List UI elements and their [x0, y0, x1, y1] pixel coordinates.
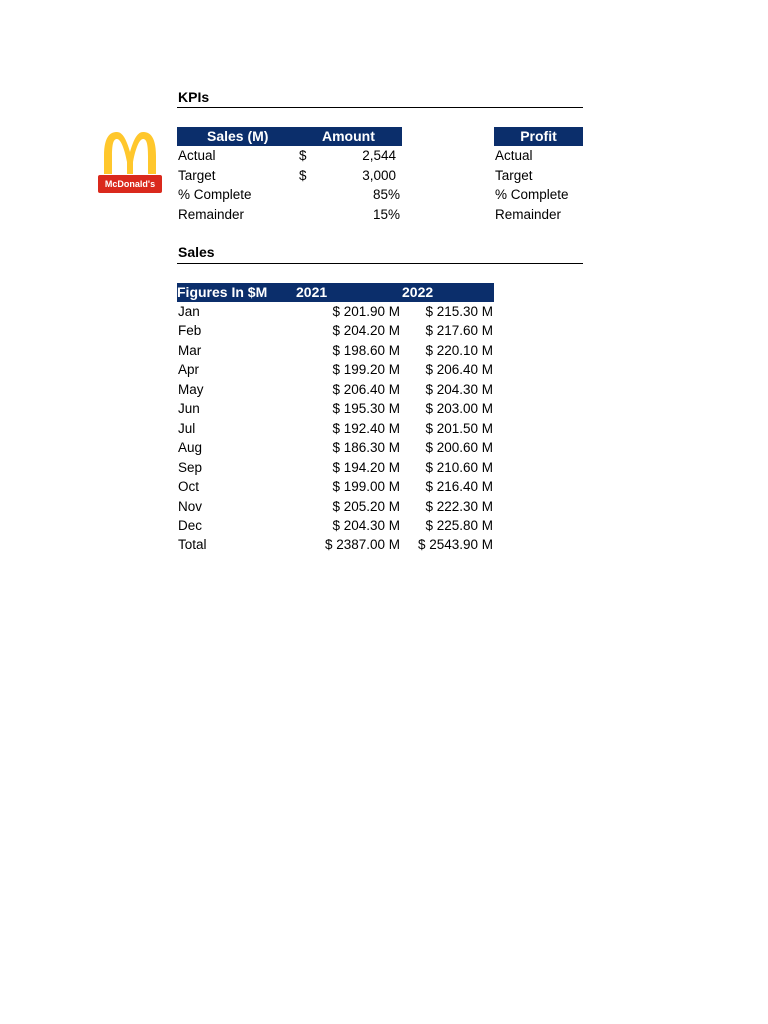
sales-month-cell: Apr — [178, 362, 200, 378]
table-row — [177, 516, 494, 536]
sales-2022-cell: $ 225.80 M — [425, 517, 493, 533]
table-row — [177, 497, 494, 517]
kpi-row-value: 15% — [372, 206, 400, 222]
sales-2021-cell: $ 198.60 M — [332, 342, 400, 358]
sales-2022-cell: $ 215.30 M — [425, 304, 493, 319]
kpi-row-value: 2,544 — [362, 148, 396, 163]
sales-2022-cell: $ 203.00 M — [425, 401, 493, 417]
sales-title: Sales — [178, 244, 215, 260]
kpis-title: KPIs — [178, 89, 210, 105]
table-row — [177, 321, 494, 341]
sales-divider — [177, 263, 583, 264]
sales-total-row — [177, 535, 494, 555]
table-row — [177, 438, 494, 458]
sales-2022-cell: $ 222.30 M — [425, 498, 493, 514]
sales-header-2021: 2021 — [296, 284, 328, 300]
sales-2021-cell: $ 2387.00 M — [324, 537, 400, 553]
profit-row-label: % Complete — [495, 187, 569, 202]
kpi-row-value: 3,000 — [362, 167, 396, 183]
sales-2021-cell: $ 204.30 M — [332, 517, 400, 533]
sales-2021-cell: $ 186.30 M — [332, 440, 400, 456]
table-row — [177, 399, 494, 419]
sales-2021-cell: $ 201.90 M — [332, 304, 400, 319]
kpi-row-remainder — [177, 205, 402, 225]
sales-month-cell: Total — [178, 537, 207, 553]
kpi-row-value: 85% — [372, 187, 400, 202]
kpi-row-actual — [177, 146, 402, 166]
mcdonalds-logo — [98, 130, 162, 196]
sales-2022-cell: $ 210.60 M — [425, 459, 493, 475]
kpi-row-target — [177, 166, 402, 186]
sales-2022-cell: $ 206.40 M — [425, 362, 493, 378]
kpi-sales-header — [177, 127, 402, 146]
kpi-row-complete — [177, 185, 402, 205]
sales-2022-cell: $ 217.60 M — [425, 323, 493, 339]
sales-month-cell: Jan — [178, 304, 200, 319]
kpis-divider — [177, 107, 583, 108]
kpi-row-label: Target — [178, 167, 216, 183]
sales-month-cell: Aug — [178, 440, 203, 456]
kpi-row-currency: $ — [299, 148, 307, 163]
sales-month-cell: Sep — [178, 459, 203, 475]
sales-2021-cell: $ 199.20 M — [332, 362, 400, 378]
sales-month-cell: Nov — [178, 498, 203, 514]
sales-2021-cell: $ 194.20 M — [332, 459, 400, 475]
profit-row-label: Actual — [495, 148, 533, 163]
kpi-amount-header-label: Amount — [322, 128, 375, 144]
kpi-profit-header-label: Profit — [520, 128, 557, 144]
table-row — [177, 477, 494, 497]
sales-2022-cell: $ 2543.90 M — [417, 537, 493, 553]
sales-2021-cell: $ 195.30 M — [332, 401, 400, 417]
sales-2021-cell: $ 192.40 M — [332, 420, 400, 436]
table-row — [177, 380, 494, 400]
sales-2022-cell: $ 200.60 M — [425, 440, 493, 456]
kpi-row-label: Remainder — [178, 206, 245, 222]
kpi-row-label: Actual — [178, 148, 216, 163]
logo-text: McDonald's — [104, 179, 156, 189]
table-row — [177, 419, 494, 439]
sales-table-body — [177, 302, 494, 562]
table-row — [177, 341, 494, 361]
sales-month-cell: May — [178, 381, 204, 397]
profit-row-label: Remainder — [495, 206, 562, 222]
sales-month-cell: Oct — [178, 479, 200, 495]
kpi-sales-header-label: Sales (M) — [207, 128, 269, 144]
profit-row-label: Target — [495, 167, 533, 183]
table-row — [177, 360, 494, 380]
sales-2022-cell: $ 216.40 M — [425, 479, 493, 495]
sales-header-figures: Figures In $M — [177, 284, 268, 300]
sales-2021-cell: $ 199.00 M — [332, 479, 400, 495]
kpi-row-label: % Complete — [178, 187, 252, 202]
sales-header — [177, 283, 494, 302]
sales-2021-cell: $ 206.40 M — [332, 381, 400, 397]
sales-2022-cell: $ 220.10 M — [425, 342, 493, 358]
sales-2021-cell: $ 205.20 M — [332, 498, 400, 514]
kpi-row-currency: $ — [299, 167, 307, 183]
sales-month-cell: Mar — [178, 342, 202, 358]
sales-2022-cell: $ 201.50 M — [425, 420, 493, 436]
table-row — [177, 302, 494, 322]
sales-2021-cell: $ 204.20 M — [332, 323, 400, 339]
sales-month-cell: Jul — [178, 420, 196, 436]
sales-2022-cell: $ 204.30 M — [425, 381, 493, 397]
sales-month-cell: Feb — [178, 323, 202, 339]
table-row — [177, 458, 494, 478]
kpi-profit-header — [494, 127, 583, 146]
sales-header-2022: 2022 — [402, 284, 434, 300]
sales-month-cell: Dec — [178, 517, 203, 533]
sales-month-cell: Jun — [178, 401, 200, 417]
